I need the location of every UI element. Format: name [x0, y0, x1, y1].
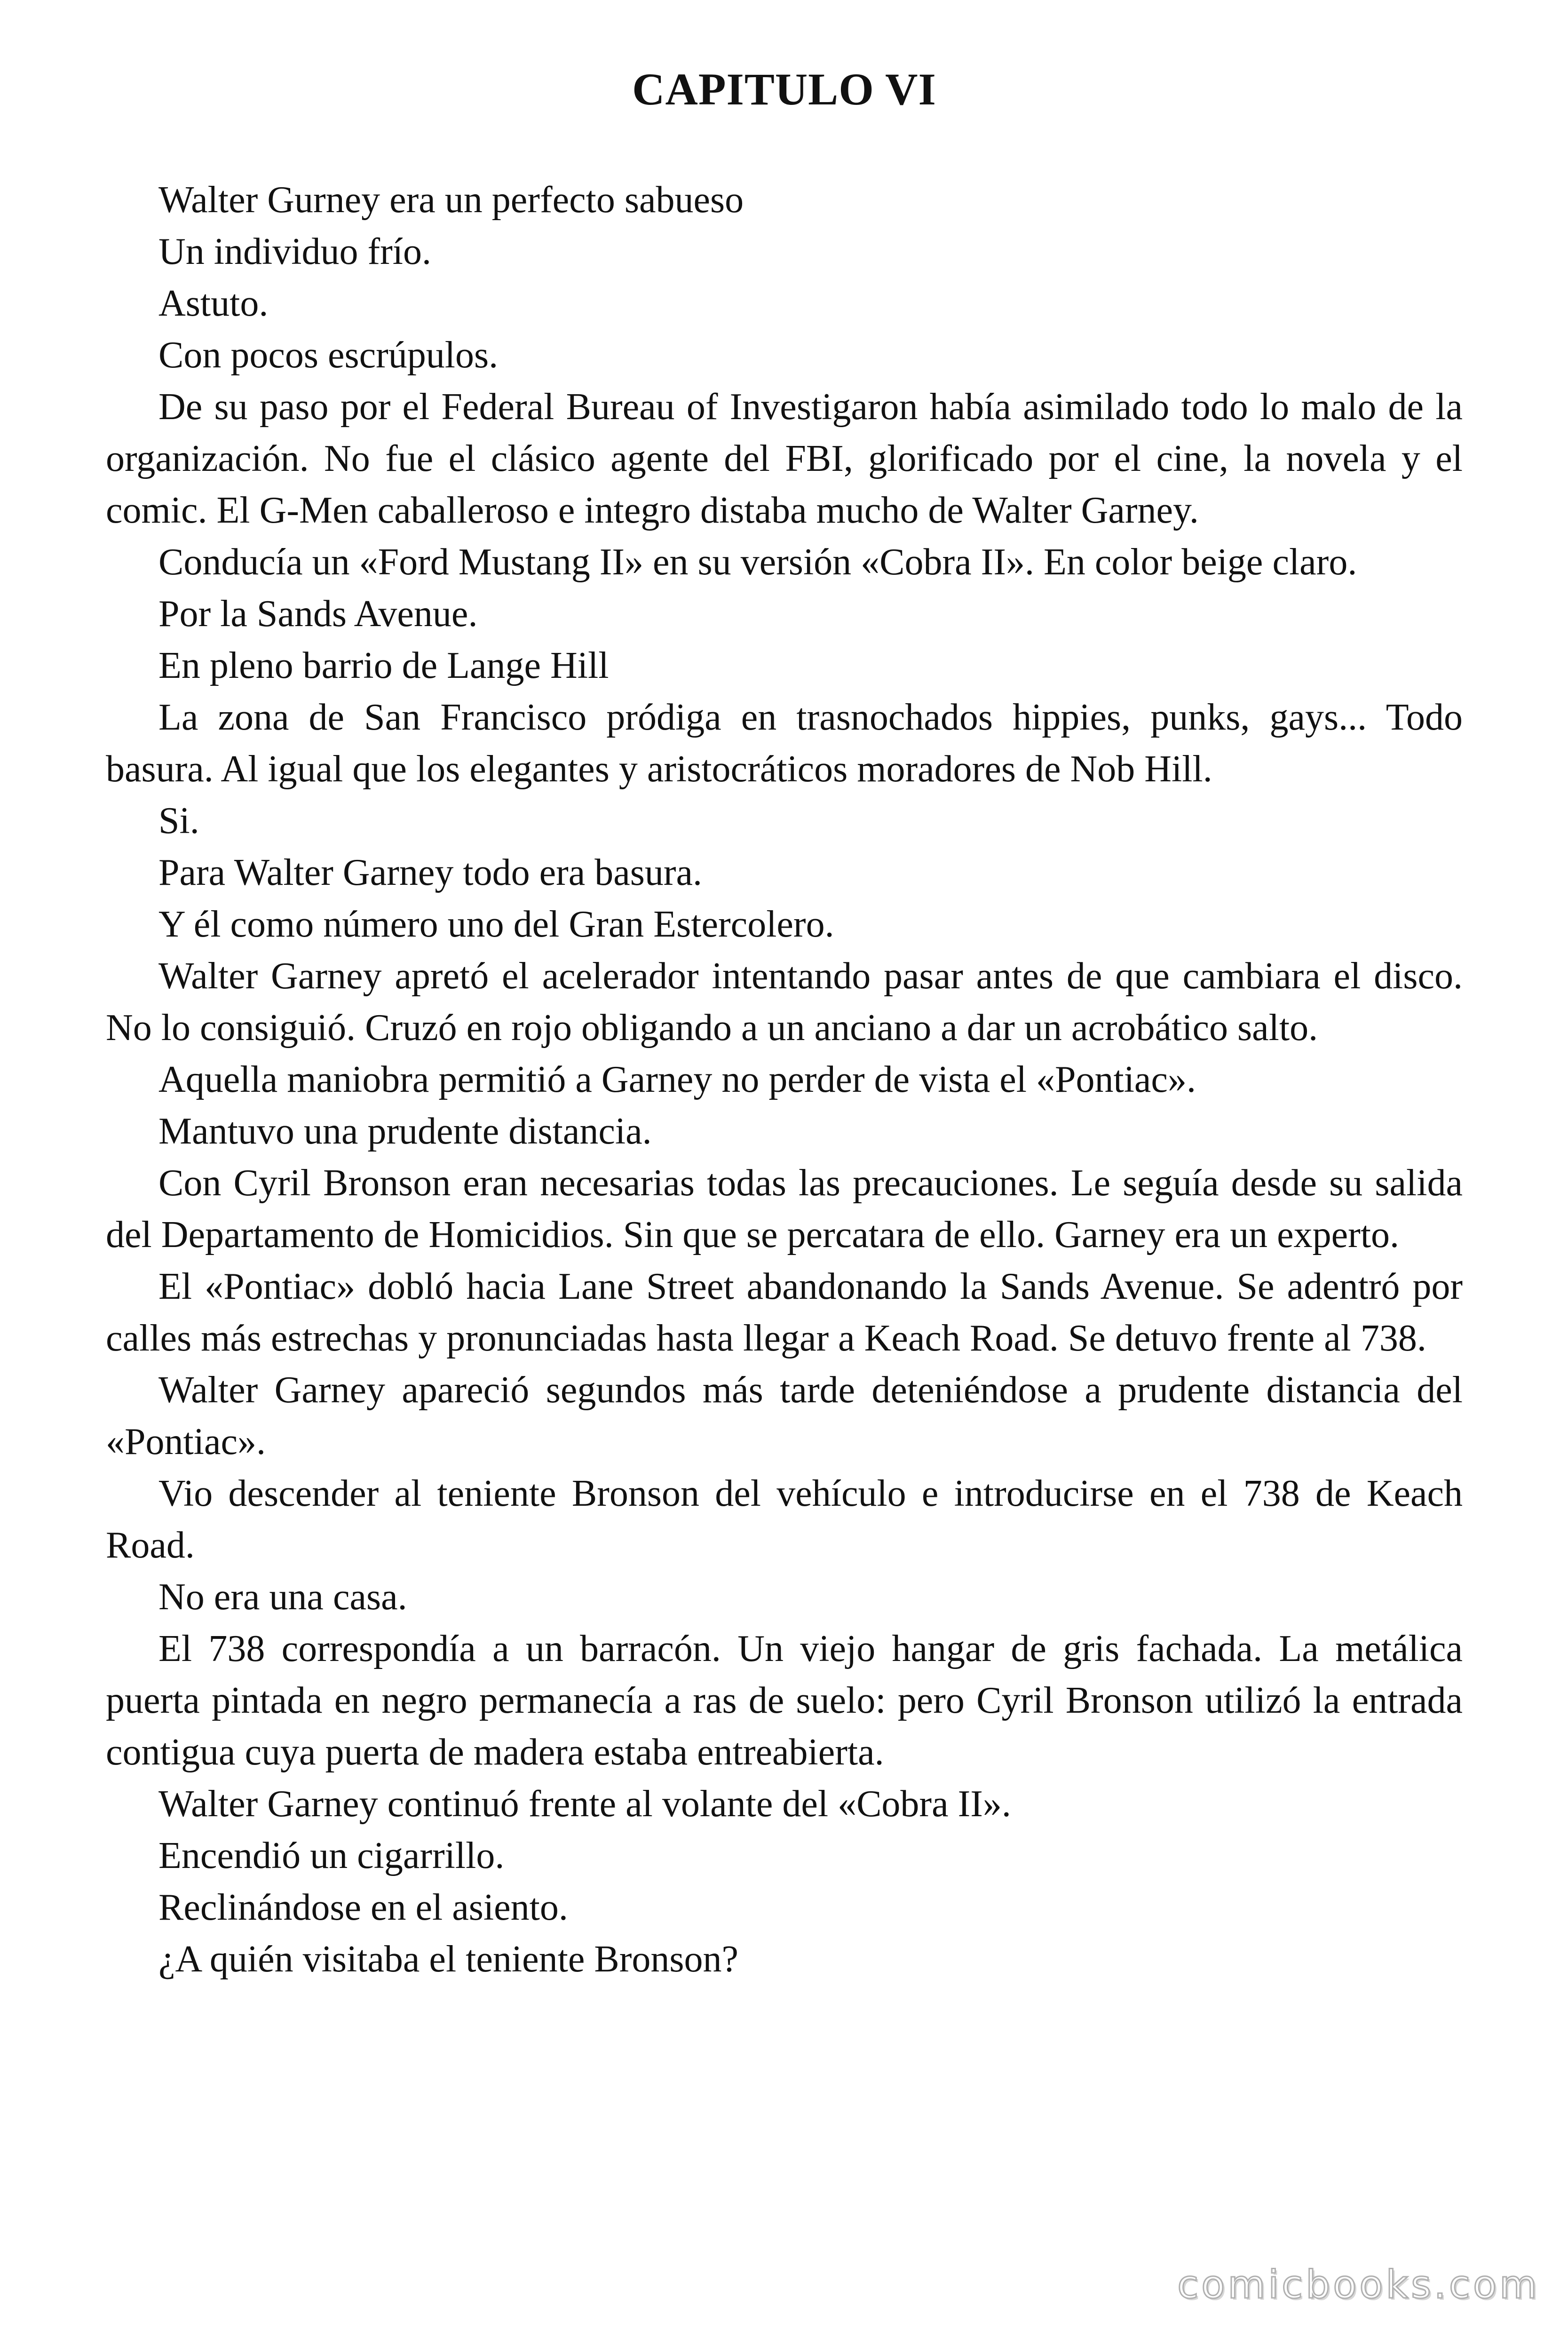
paragraph: Aquella maniobra permitió a Garney no perder de vista el «Pontiac».	[158, 1059, 1196, 1100]
paragraph: No era una casa.	[158, 1576, 407, 1618]
paragraph: Un individuo frío.	[158, 231, 431, 272]
chapter-title: CAPITULO VI	[632, 64, 936, 114]
paragraph: Si.	[158, 800, 199, 842]
paragraph: Conducía un «Ford Mustang II» en su versión «Cobra II». En color beige claro.	[158, 541, 1357, 583]
paragraph: Walter Garney apretó el acelerador intentando pasar antes de que cambiara el disco. No lo consiguió. Cruzó en rojo obligando a un anciano a dar un acrobático salto.	[106, 955, 1463, 1049]
paragraph: Y él como número uno del Gran Estercolero.	[158, 904, 834, 945]
paragraph: Walter Garney continuó frente al volante del «Cobra II».	[158, 1783, 1011, 1825]
paragraph: Por la Sands Avenue.	[158, 593, 478, 635]
watermark: comicbooks.com	[1177, 2263, 1540, 2307]
paragraph: Vio descender al teniente Bronson del vehículo e introducirse en el 738 de Keach Road.	[106, 1473, 1463, 1566]
paragraph: La zona de San Francisco pródiga en trasnochados hippies, punks, gays... Todo basura. Al igual que los elegantes y aristocráticos moradores de Nob Hill.	[106, 697, 1463, 790]
paragraph: En pleno barrio de Lange Hill	[158, 645, 609, 686]
paragraph: El «Pontiac» dobló hacia Lane Street abandonando la Sands Avenue. Se adentró por calles más estrechas y pronunciadas hasta llegar a Keach Road. Se detuvo frente al 738.	[106, 1266, 1463, 1359]
paragraph: Walter Garney apareció segundos más tarde deteniéndose a prudente distancia del «Pontiac».	[106, 1369, 1463, 1462]
paragraph: Encendió un cigarrillo.	[158, 1835, 505, 1876]
paragraph: Mantuvo una prudente distancia.	[158, 1111, 652, 1152]
paragraph: Reclinándose en el asiento.	[158, 1887, 568, 1928]
paragraph: Con pocos escrúpulos.	[158, 334, 499, 376]
paragraph: Con Cyril Bronson eran necesarias todas las precauciones. Le seguía desde su salida del Departamento de Homicidios. Sin que se percatara de ello. Garney era un experto.	[106, 1162, 1463, 1255]
paragraph: El 738 correspondía a un barracón. Un viejo hangar de gris fachada. La metálica puerta pintada en negro permanecía a ras de suelo: pero Cyril Bronson utilizó la entrada contigua cuya puerta de madera estaba entreabierta.	[106, 1628, 1463, 1773]
paragraph: ¿A quién visitaba el teniente Bronson?	[158, 1939, 739, 1980]
chapter-body	[106, 174, 1463, 1985]
paragraph: Walter Gurney era un perfecto sabueso	[158, 179, 744, 221]
paragraph: Para Walter Garney todo era basura.	[158, 852, 703, 893]
paragraph: De su paso por el Federal Bureau of Investigaron había asimilado todo lo malo de la organización. No fue el clásico agente del FBI, glorificado por el cine, la novela y el comic. El G-Men caballeroso e integro distaba mucho de Walter Garney.	[106, 386, 1463, 531]
paragraph: Astuto.	[158, 283, 269, 324]
book-page	[106, 61, 1463, 1985]
